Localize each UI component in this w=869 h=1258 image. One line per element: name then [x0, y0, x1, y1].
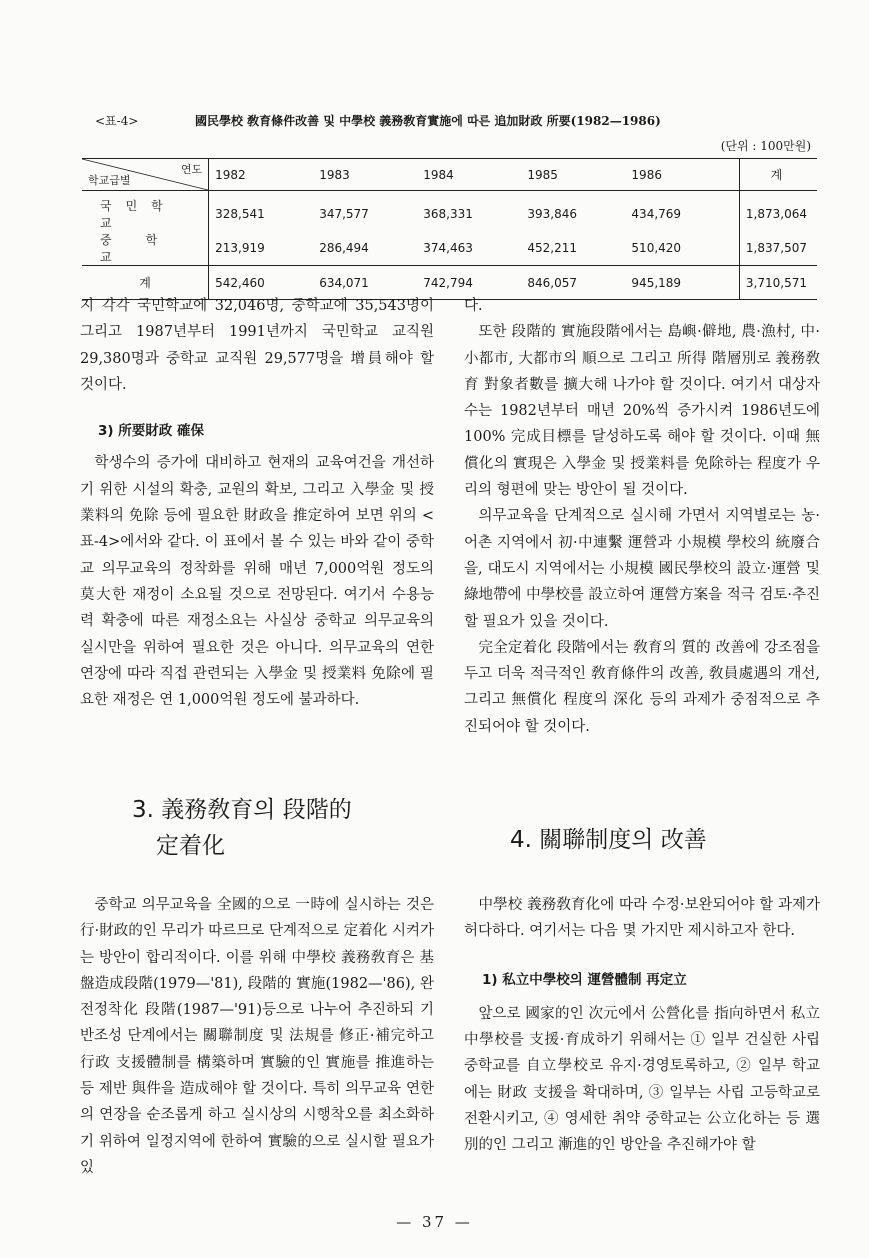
table-cell: 510,420	[631, 241, 682, 255]
paragraph: 또한 段階的 實施段階에서는 島嶼·僻地, 農·漁村, 中·小都市, 大都市의 順으로 그리고 所得 階層別로 義務敎育 對象者數를 擴大해 나가야 할 것이다. 여기서 대상자수는 1982년부터 매년 20%씩 증가시켜 1986년도에 100% 完成目標를 달성하도록 해야 할 것이다. 이때 無償化의 實現은 入學金 및 授業料를 免除하는 程度가 우리의 형편에 맞는 방안이 될 것이다.	[464, 324, 820, 499]
paragraph: 학생수의 증가에 대비하고 현재의 교육여건을 개선하기 위한 시설의 확충, 교원의 확보, 그리고 入學金 및 授業料의 免除 등에 필요한 財政을 推定하여 보면 위의 <표-4>에서와 같다. 이 표에서 볼 수 있는 바와 같이 중학교 의무교육의 정착화를 위해 매년 7,000억원 정도의 莫大한 재정이 소요될 것으로 전망된다. 여기서 수용능력 확충에 따른 재정소요는 사실상 중학교 의무교육의 실시만을 위하여 필요한 것은 아니다. 의무교육의 연한 연장에 따라 직접 관련되는 入學金 및 授業料 免除에 필요한 재정은 연 1,000억원 정도에 불과하다.	[80, 455, 434, 709]
year-header: 1986	[631, 167, 662, 182]
section-heading-line: 3. 義務敎育의 段階的	[132, 797, 352, 823]
table-row	[82, 231, 817, 266]
subsection-heading: 3) 所要財政 確保	[98, 423, 204, 440]
year-header: 1984	[423, 167, 454, 182]
table-cell: 945,189	[631, 275, 682, 290]
left-column-top	[80, 293, 434, 713]
right-column-top	[464, 293, 820, 740]
paragraph: 完全定着化 段階에서는 敎育의 質的 改善에 강조점을 두고 더욱 적극적인 敎育條件의 改善, 敎員處遇의 개선, 그리고 無償化 程度의 深化 등의 과제가 중점적으로 추진되어야 할 것이다.	[464, 639, 820, 735]
table-cell: 393,846	[527, 207, 577, 221]
grand-total: 3,710,571	[739, 266, 817, 300]
budget-table	[82, 158, 817, 300]
row-label: 국민학교	[82, 191, 209, 232]
table-unit: (단위 : 100만원)	[720, 139, 811, 153]
right-column-bottom	[464, 892, 820, 1159]
page-number: — 37 —	[396, 1213, 473, 1231]
paragraph: 다.	[464, 298, 483, 314]
table-title: 國民學校 敎育條件改善 및 中學校 義務敎育實施에 따른 追加財政 所要(1982—1986)	[195, 114, 661, 128]
table-cell: 434,769	[631, 207, 682, 221]
table-cell: 452,211	[527, 241, 577, 255]
row-total: 1,873,064	[739, 191, 817, 232]
section-heading-line: 定着化	[156, 833, 225, 859]
row-total: 1,837,507	[739, 231, 817, 266]
table-cell: 286,494	[319, 241, 369, 255]
table-cell: 742,794	[423, 275, 473, 290]
table-row	[82, 191, 817, 232]
paragraph: 중학교 의무교육을 全國的으로 一時에 실시하는 것은 行·財政的인 무리가 따르므로 단계적으로 定着化 시켜가는 방안이 합리적이다. 이를 위해 中學校 義務敎育은 基盤造成段階(1979—'81), 段階的 實施(1982—'86), 완전정착化 段階(1987—'91)등으로 나누어 추진하되 기반조성 단계에서는 關聯制度 및 法規를 修正·補完하고 行政 支援體制를 構築하며 實驗的인 實施를 推進하는 등 제반 與件을 造成해야 할 것이다. 특히 의무교육 연한의 연장을 순조롭게 하고 실시상의 시행착오를 최소화하기 위하여 일정지역에 한하여 實驗的으로 실시할 필요가 있	[80, 897, 434, 1176]
table-header-row	[82, 159, 817, 191]
table-cell: 846,057	[527, 275, 577, 290]
left-column-bottom	[80, 892, 434, 1181]
subsection-heading: 1) 私立中學校의 運營體制 再定立	[482, 971, 687, 988]
paragraph: 의무교육을 단계적으로 실시해 가면서 지역별로는 농·어촌 지역에서 初·中連繫 運營과 小規模 學校의 統廢合을, 대도시 지역에서는 小規模 國民學校의 設立·運營 및 綠地帶에 中學校를 設立하여 運營方案을 적극 검토·추진할 필요가 있을 것이다.	[464, 508, 820, 630]
corner-year-label: 연도	[180, 163, 203, 176]
year-header: 1982	[215, 167, 246, 182]
table-cell: 368,331	[423, 207, 473, 221]
table-cell: 374,463	[423, 241, 473, 255]
section-heading: 4. 關聯制度의 改善	[510, 827, 707, 853]
table-cell: 347,577	[319, 207, 369, 221]
table-corner-cell	[82, 159, 209, 191]
year-header: 1983	[319, 167, 350, 182]
row-label: 중학교	[82, 231, 209, 266]
section-heading	[132, 792, 352, 864]
total-header: 계	[739, 159, 817, 191]
table-cell: 328,541	[215, 207, 265, 221]
paragraph: 앞으로 國家的인 次元에서 公營化를 指向하면서 私立中學校를 支援·育成하기 위해서는 ① 일부 건실한 사립 중학교를 自立學校로 유지·경영토록하고, ② 일부 학교에는 財政 支援을 확대하며, ③ 일부는 사립 고등학교로 전환시키고, ④ 영세한 취약 중학교는 公立化하는 등 選別的인 그리고 漸進的인 방안을 추진해가야 할	[464, 1005, 820, 1154]
table-cell: 213,919	[215, 241, 265, 255]
paragraph: 지 각각 국민학교에 32,046명, 중학교에 35,543명이 그리고 1987년부터 1991년까지 국민학교 교직원 29,380명과 중학교 교직원 29,577명을 增員해야 할 것이다.	[80, 298, 434, 393]
total-row-label: 계	[82, 266, 209, 300]
table-number: <표-4>	[95, 114, 139, 128]
table-cell: 634,071	[319, 275, 369, 290]
paragraph: 中學校 義務敎育化에 따라 수정·보완되어야 할 과제가 허다하다. 여기서는 다음 몇 가지만 제시하고자 한다.	[464, 897, 820, 940]
year-header: 1985	[527, 167, 558, 182]
table-cell: 542,460	[215, 275, 265, 290]
corner-school-label: 학교급별	[88, 174, 131, 187]
